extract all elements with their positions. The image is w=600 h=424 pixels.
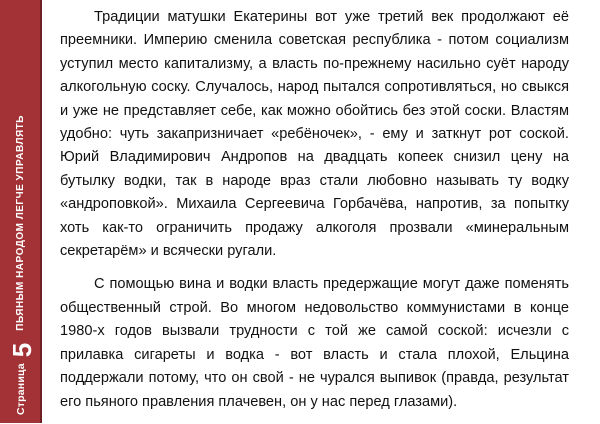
paragraph: Традиции матушки Екатерины вот уже третий век продолжают её преемники. Империю сменила советская республика - потом социализм уступил место капитализму, а власть по-прежнему насильно суёт народу алкогольную соску. Случалось, народ пытался сопротивляться, но свыкся и уже не представляет себе, как можно обойтись без этой соски. Властям удобно: чуть закапризничает «ребёночек», - ему и заткнут рот соской. Юрий Владимирович Андропов на двадцать копеек снизил цену на бутылку водки, так в народе враз стали любовно называть ту водку «андроповкой». Михаила Сергеевича Горбачёва, напротив, за попытку хоть как-то ограничить продажу алкоголя прозвали «минеральным секретарём» и всячески ругали. — [60, 9, 569, 260]
paragraph: С помощью вина и водки власть предержащие могут даже поменять общественный строй. Во многом недовольство коммунистами в конце 1980-х годов вызвали трудности с той же самой соской: исчезли с прилавка сигареты и водка - вот власть и стала плохой, Ельцина поддержали потому, что он свой - не чурался выпивок (правда, результат его пьяного правления плачевен, он у нас перед глазами). — [60, 276, 569, 410]
article-body — [60, 6, 569, 424]
page-number: 5 — [7, 342, 37, 358]
section-title: ПЬЯНЫМ НАРОДОМ ЛЕГЧЕ УПРАВЛЯТЬ — [15, 115, 26, 331]
page-sidebar — [0, 0, 42, 423]
sidebar-caption — [7, 115, 37, 415]
page-label: Страница — [14, 363, 27, 415]
